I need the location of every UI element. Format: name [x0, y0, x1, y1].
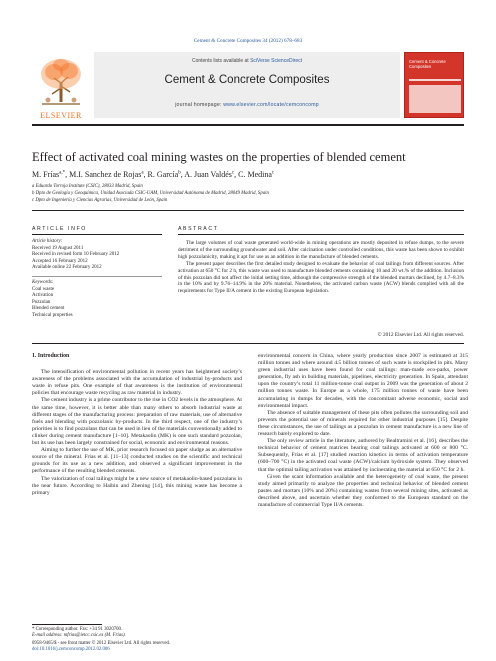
affiliation-c: c Dpto de Ingeniería y Ciencias Agrarias, Universidad de León, Spain: [32, 198, 168, 203]
affiliation-rule: [32, 210, 464, 211]
history-heading: Article history:: [32, 239, 63, 244]
abstract-paragraph: The present paper describes the first detailed study designed to evaluate the behavior of coal tailings from different sources. After activation at 650 °C for 2 h, this waste was used to manufacture blended cements containing 10 and 20 wt.% of the addition. Inclusion of this pozzolan did not affect the initial setting time, although the compressive strength of the blended mortars declined, by 4.7–8.3% in the 10% and by 9.76–14.9% in the 20% material. Nonetheless, the activated carbon waste (ACW) blends complied with all the requirements for Type II/A cement in the existing European legislation.: [178, 260, 464, 295]
affiliation-b: b Dpto de Geología y Geoquímica, Unidad Asociada CSIC-UAM, Universidad Autónoma de Madrid, 28049 Madrid, Spain: [32, 191, 269, 196]
abstract-rule: [178, 234, 464, 235]
journal-homepage-link[interactable]: www.elsevier.com/locate/cemconcomp: [223, 102, 319, 108]
article-info-rule: [32, 234, 162, 235]
journal-title: Cement & Concrete Composites: [164, 74, 330, 86]
keyword-item: Blended cement: [32, 306, 65, 312]
history-online: Available online 22 February 2012: [32, 265, 102, 271]
elsevier-wordmark: ELSEVIER: [40, 111, 82, 120]
keywords-block: [32, 280, 162, 320]
body-left-column: [32, 353, 242, 497]
history-accepted: Accepted 16 February 2012: [32, 258, 88, 264]
contents-available-line: [94, 58, 400, 64]
doi-link[interactable]: doi:10.1016/j.cemconcomp.2012.02.006: [32, 647, 110, 652]
footnote-rule: [32, 624, 102, 625]
section-heading: 1. Introduction: [32, 353, 70, 359]
keywords-rule: [32, 276, 162, 277]
elsevier-tree-icon: [32, 52, 90, 110]
abstract-copyright: © 2012 Elsevier Ltd. All rights reserved.: [377, 332, 464, 338]
history-revised: Received in revised form 10 February 2012: [32, 252, 120, 258]
body-paragraph: The cement industry is a prime contributor to the rise in CO2 levels in the atmosphere. At the same time, however, it is better able than many others to absorb industrial waste at different stages of the manufacturing process: preparation of raw materials, use of alternative fuels and blending with pozzolanic by-products. In the third respect, one of the industry’s priorities is to find pozzolans that can be used in lieu of the materials conventionally added to clinker during cement manufacture [1–10]. Metakaolin (MK) is one such standard pozzolan, but its use has been largely constrained for social, economic and environmental reasons.: [32, 397, 242, 447]
article-history: [32, 239, 162, 272]
article-info-label: ARTICLE INFO: [32, 226, 87, 232]
homepage-prefix: journal homepage:: [175, 102, 224, 108]
journal-reference: Cement & Concrete Composites 34 (2012) 678–683: [193, 38, 303, 44]
affiliation-a: a Eduardo Torroja Institute (CSIC), 28033 Madrid, Spain: [32, 184, 143, 189]
abstract-body: [178, 240, 464, 295]
body-paragraph: environmental concern in China, where yearly production since 2007 is estimated at 315 million tonnes and where around 4.5 billion tonnes of such waste is stockpiled in pits. Many green industrial uses have been found for coal tailings: man-made eco-parks, power generation, fly ash in building materials, pipelines, electricity generation. In Spain, attendant upon the country’s total 11 million-tonne coal output in 2009 was the generation of about 2 million tonnes waste. In Europe as a whole, 175 million tonnes of waste have been accumulating in dumps for decades, with the concomitant adverse economic, social and environmental impact.: [258, 353, 468, 409]
body-paragraph: The valorization of coal tailings might be a new source of metakaolin-based pozzolans in the near future. According to Haibin and Zhening [14], this mining waste has become a primary: [32, 475, 242, 496]
keyword-item: Activation: [32, 293, 54, 299]
cover-panel: [409, 85, 461, 113]
journal-banner: [94, 52, 400, 118]
body-paragraph: The intensification of environmental pollution in recent years has heightened society’s awareness of the problems associated with the accumulation of industrial by-products and waste in refuse pits. One example of that awareness is the institution of environmental policies that encourage waste recycling as raw material in industry.: [32, 369, 242, 397]
body-paragraph: Aiming to further the use of MK, prior research focused on paper sludge as an alternative source of the mineral. Frías et al. [11–13] conducted studies on the scientific and technical grounds for its use as a new addition, and observed a significant improvement in the performance of the resulting blended cements.: [32, 447, 242, 475]
journal-cover-thumbnail: [404, 52, 464, 118]
author-list: M. Frías$^{a,*}$, M.I. Sanchez de Rojas$^a$, R. García$^b$, A. Juan Valdés$^c$, C. Medina$^c$: [32, 170, 275, 179]
cover-divider: [409, 79, 461, 81]
corresponding-author-marker[interactable]: *: [62, 170, 66, 176]
journal-homepage-line: [94, 102, 400, 108]
abstract-label: ABSTRACT: [178, 226, 219, 232]
article-title: Effect of activated coal mining wastes on the properties of blended cement: [32, 150, 406, 164]
email-footnote[interactable]: E-mail address: mfrias@ietcc.csic.es (M. Frías).: [32, 633, 126, 638]
body-paragraph: Given the scant information available and the heterogeneity of coal waste, the present study aimed primarily to analyze the properties and technical behavior of blended cement pastes and mortars (10% and 20%) containing wastes from several mining sites, activated as described above, and ascertain whether they conformed to the European standard on the manufacture of commercial Type II/A cements.: [258, 473, 468, 508]
contents-prefix: Contents lists available at: [191, 58, 251, 64]
body-right-column: [258, 353, 468, 509]
elsevier-logo: [32, 52, 90, 118]
footer-identifiers: [32, 641, 242, 653]
keyword-item: Coal waste: [32, 286, 55, 292]
journal-header: [32, 52, 464, 118]
keywords-heading: Keywords:: [32, 280, 54, 285]
body-paragraph: The absence of suitable management of these pits often pollutes the surrounding soil and prevents the potential use of minerals required for other industrial purposes [15]. Despite these circumstances, the use of tailings as a pozzolan in cement manufacture is a new line of research barely explored to date.: [258, 409, 468, 438]
keyword-item: Pozzolan: [32, 299, 51, 305]
corresponding-author-footnote: * Corresponding author. Fax: +34 91 3020700.: [32, 627, 123, 632]
abstract-paragraph: The large volumes of coal waste generated world-wide in mining operations are mostly deposited in refuse dumps, to the severe detriment of the surrounding groundwater and soil. After calcination under controlled conditions, this waste has been shown to exhibit high pozzolanicity, making it apt for use as an addition in the manufacture of blended cements.: [178, 240, 464, 260]
issn-line: 0958-9465/$ - see front matter © 2012 Elsevier Ltd. All rights reserved.: [32, 641, 171, 646]
cover-title: Cement & Concrete Composites: [409, 59, 446, 70]
header-rule: [32, 124, 464, 126]
history-received: Received 19 August 2011: [32, 245, 84, 251]
keyword-item: Technical properties: [32, 312, 73, 318]
sciencedirect-link[interactable]: SciVerse ScienceDirect: [250, 58, 303, 64]
abstract-bottom-rule: [32, 343, 464, 344]
body-paragraph: The only review article in the literature, authored by Bealtramini et al. [16], describes the technical behavior of cement matrices bearing coal tailings activated at 600 or 800 °C. Subsequently, Frías et al. [17] studied reaction kinetics in terms of activation temperature (600–700 °C) in the activated coal waste (ACW)/calcium hydroxide system. They observed that the optimal tailing activation was attained by incinerating the material at 650 °C for 2 h.: [258, 438, 468, 473]
